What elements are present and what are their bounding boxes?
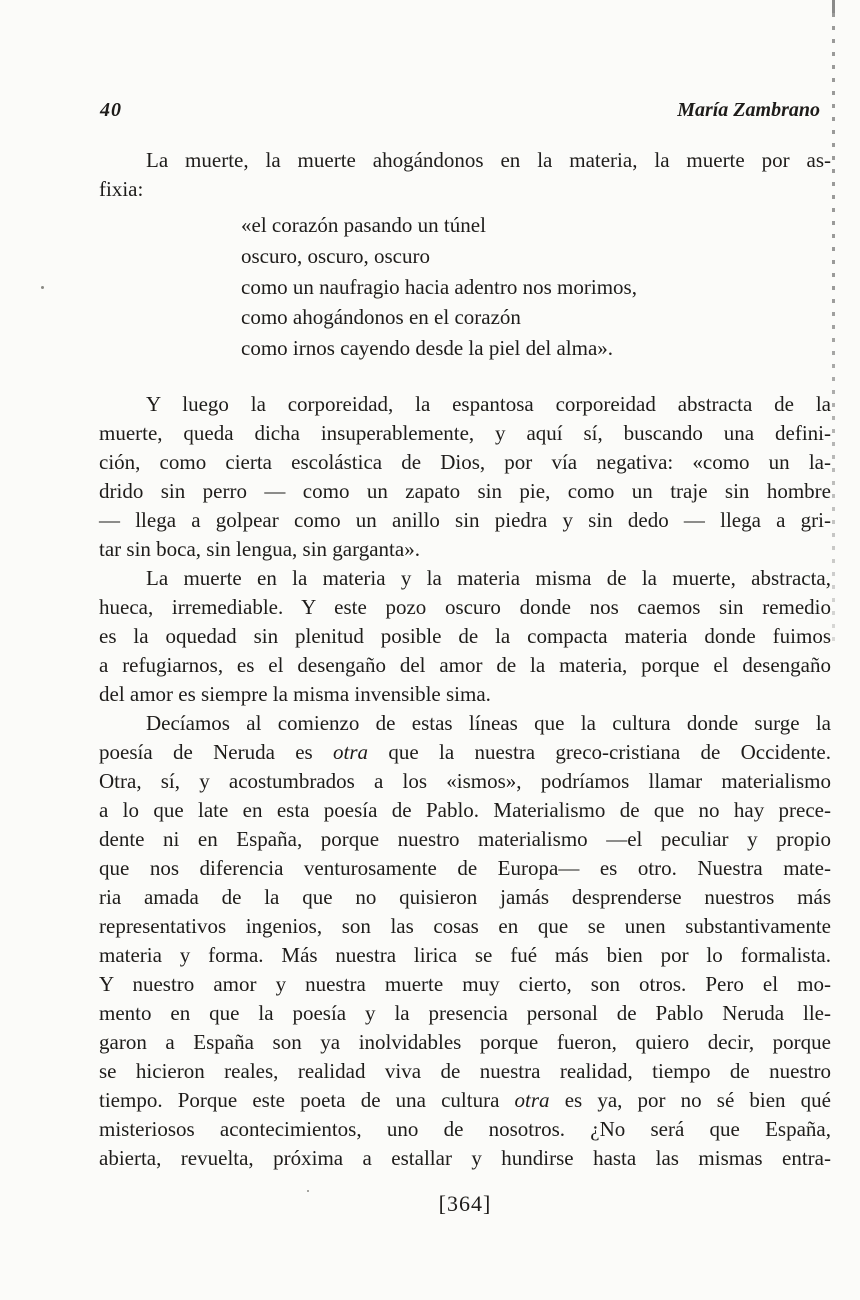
paragraph-3 [99, 564, 831, 709]
running-head-author: María Zambrano [677, 99, 820, 121]
text-line: «el corazón pasando un túnel [241, 213, 486, 237]
text-line: Y nuestro amor y nuestra muerte muy cierto, son otros. Pero el mo- [99, 971, 831, 996]
paragraph-1 [99, 146, 831, 204]
verse-quote [241, 210, 831, 364]
text-line: que nos diferencia venturosamente de Europa— es otro. Nuestra mate- [99, 855, 831, 880]
text-line: Otra, sí, y acostumbrados a los «ismos», podríamos llamar materialismo [99, 768, 831, 793]
text-line: drido sin perro — como un zapato sin pie, como un traje sin hombre [99, 478, 831, 503]
text-line: oscuro, oscuro, oscuro [241, 243, 430, 268]
text-line: — llega a golpear como un anillo sin piedra y sin dedo — llega a gri- [99, 507, 831, 532]
page-text [99, 146, 831, 1173]
text-line: es la oquedad sin plenitud posible de la compacta materia donde fuimos [99, 623, 831, 648]
running-head [100, 98, 820, 122]
page-number-top: 40 [100, 99, 122, 121]
text-line: del amor es siempre la misma invensible sima. [99, 681, 491, 706]
text-line: Y luego la corporeidad, la espantosa corporeidad abstracta de la [146, 391, 831, 416]
text-line: poesía de Neruda es otra que la nuestra greco-cristiana de Occidente. [99, 739, 831, 764]
text-line: se hicieron reales, realidad viva de nuestra realidad, tiempo de nuestro [99, 1058, 831, 1083]
text-line: garon a España son ya inolvidables porque fueron, quiero decir, porque [99, 1029, 831, 1054]
text-line: La muerte en la materia y la materia misma de la muerte, abstracta, [146, 565, 831, 590]
scan-speck [41, 286, 44, 289]
text-line: a lo que late en esta poesía de Pablo. Materialismo de que no hay prece- [99, 797, 831, 822]
text-line: hueca, irremediable. Y este pozo oscuro donde nos caemos sin remedio [99, 594, 831, 619]
text-line: Decíamos al comienzo de estas líneas que la cultura donde surge la [146, 710, 831, 735]
scan-artifact-dotted-line [832, 0, 835, 645]
text-line: representativos ingenios, son las cosas en que se unen substantivamente [99, 913, 831, 938]
paragraph-2 [99, 390, 831, 564]
paragraph-4 [99, 709, 831, 1173]
text-line: La muerte, la muerte ahogándonos en la materia, la muerte por as- [146, 148, 831, 172]
text-line: abierta, revuelta, próxima a estallar y hundirse hasta las mismas entra- [99, 1145, 831, 1170]
text-line: tar sin boca, sin lengua, sin garganta». [99, 536, 420, 561]
text-line: como irnos cayendo desde la piel del alma». [241, 336, 614, 361]
text-line: misteriosos acontecimientos, uno de nosotros. ¿No será que España, [99, 1116, 831, 1141]
text-line: ción, como cierta escolástica de Dios, por vía negativa: «como un la- [99, 449, 831, 474]
text-line: como un naufragio hacia adentro nos morimos, [241, 274, 637, 299]
text-line: mento en que la poesía y la presencia personal de Pablo Neruda lle- [99, 1000, 831, 1025]
text-line: tiempo. Porque este poeta de una cultura otra es ya, por no sé bien qué [99, 1087, 831, 1112]
text-line: muerte, queda dicha insuperablemente, y aquí sí, buscando una defini- [99, 420, 831, 445]
text-line: fixia: [99, 177, 144, 201]
text-line: como ahogándonos en el corazón [241, 305, 521, 330]
text-line: dente ni en España, porque nuestro materialismo —el peculiar y propio [99, 826, 831, 851]
text-line: materia y forma. Más nuestra lirica se fué más bien por lo formalista. [99, 942, 831, 967]
text-line: a refugiarnos, es el desengaño del amor de la materia, porque el desengaño [99, 652, 831, 677]
folio-number: [364] [438, 1191, 492, 1216]
text-line: ria amada de la que no quisieron jamás desprenderse nuestros más [99, 884, 831, 909]
